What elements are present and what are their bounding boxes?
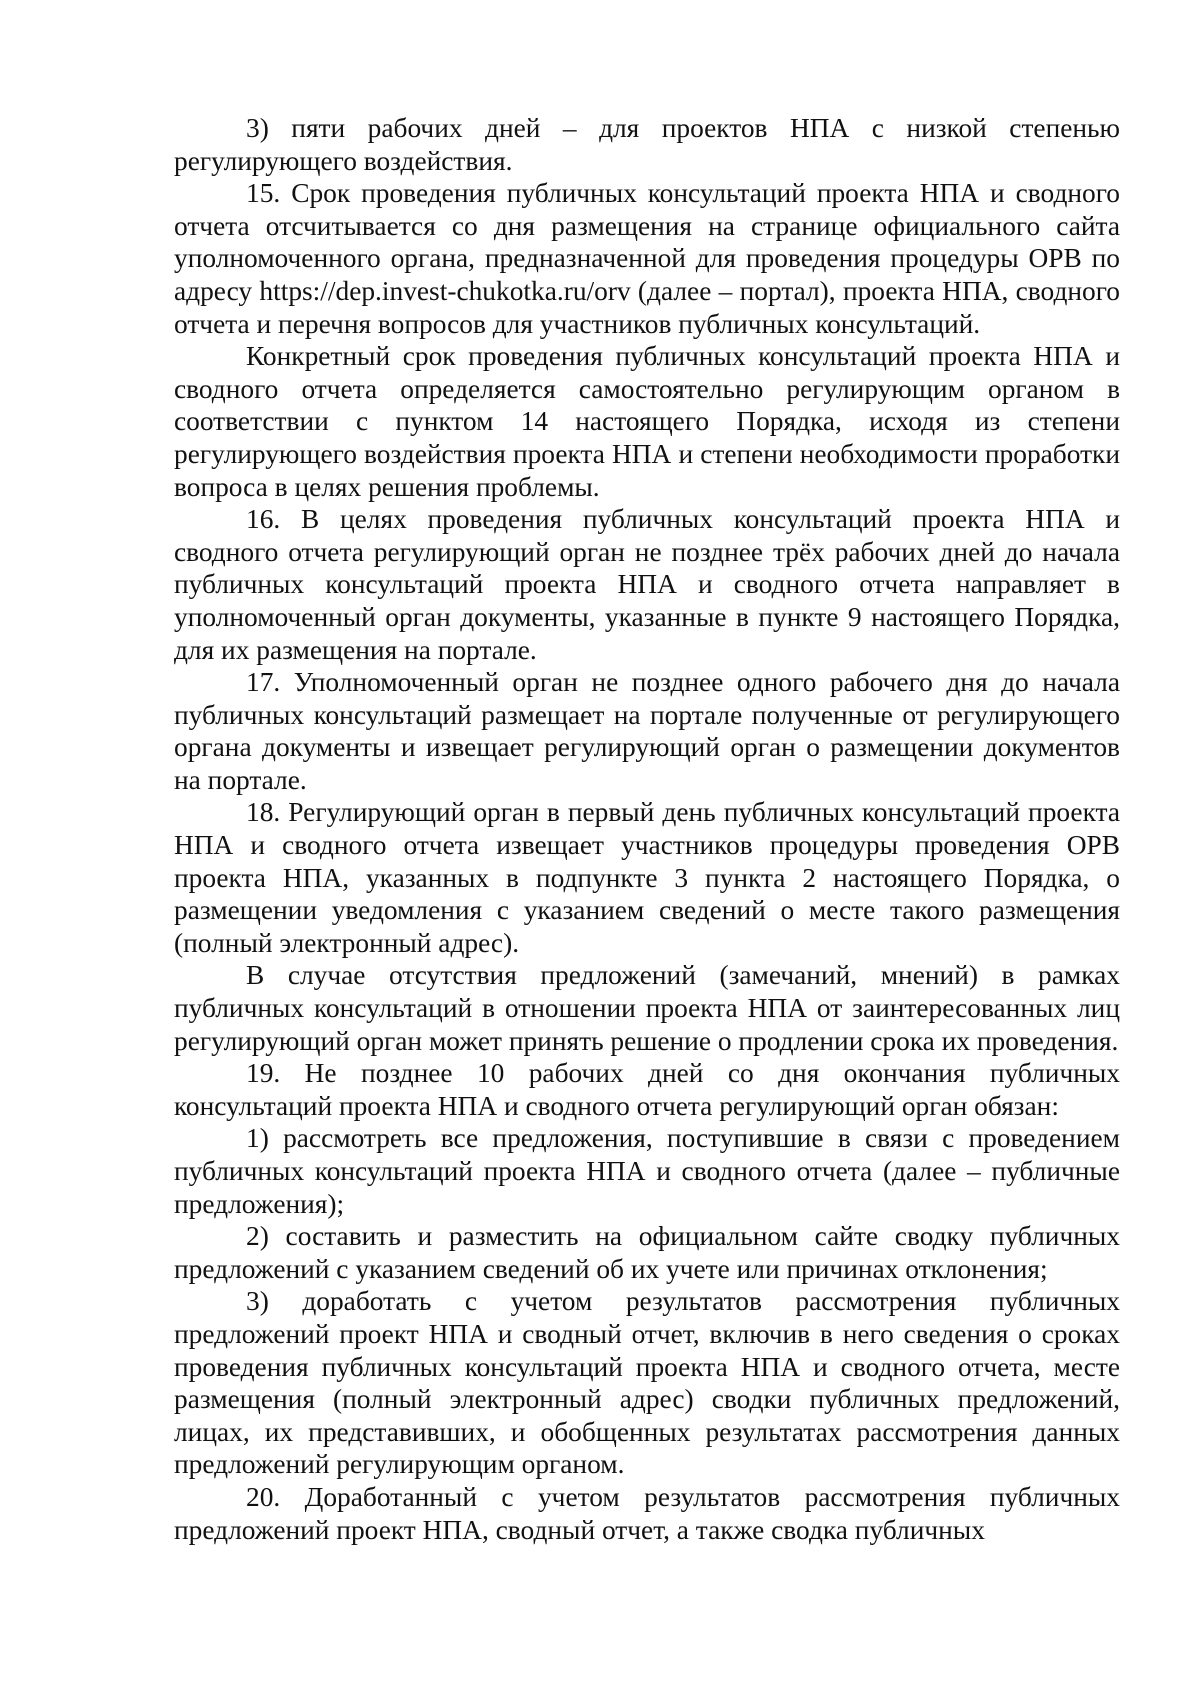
paragraph-19-item-3: 3) доработать с учетом результатов рассмотрения публичных предложений проект НПА и сводный отчет, включив в него сведения о сроках проведения публичных консультаций проекта НПА и сводного отчета, месте размещения (полный электронный адрес) сводки публичных предложений, лицах, их представивших, и обобщенных результатах рассмотрения данных предложений регулирующим органом. xyxy=(174,1286,1120,1480)
paragraph-18-extension: В случае отсутствия предложений (замечаний, мнений) в рамках публичных консультаций в отношении проекта НПА от заинтересованных лиц регулирующий орган может принять решение о продлении срока их проведения. xyxy=(174,960,1120,1056)
paragraph-18-participants-notice: 18. Регулирующий орган в первый день публичных консультаций проекта НПА и сводного отчета извещает участников процедуры проведения ОРВ проекта НПА, указанных в подпункте 3 пункта 2 настоящего Порядка, о размещении уведомления с указанием сведений о месте такого размещения (полный электронный адрес). xyxy=(174,797,1120,958)
paragraph-item-3-five-days: 3) пяти рабочих дней – для проектов НПА с низкой степенью регулирующего воздействия. xyxy=(174,113,1120,176)
paragraph-20-revised-project: 20. Доработанный с учетом результатов рассмотрения публичных предложений проект НПА, сводный отчет, а также сводка публичных xyxy=(174,1481,1120,1545)
paragraph-16-documents-submission: 16. В целях проведения публичных консультаций проекта НПА и сводного отчета регулирующий орган не позднее трёх рабочих дней до начала публичных консультаций проекта НПА и сводного отчета направляет в уполномоченный орган документы, указанные в пункте 9 настоящего Порядка, для их размещения на портале. xyxy=(174,504,1120,665)
paragraph-17-portal-publication: 17. Уполномоченный орган не позднее одного рабочего дня до начала публичных консультаций размещает на портале полученные от регулирующего органа документы и извещает регулирующий орган о размещении документов на портале. xyxy=(174,667,1120,795)
paragraph-19-item-2: 2) составить и разместить на официальном сайте сводку публичных предложений с указанием сведений об их учете или причинах отклонения; xyxy=(174,1221,1120,1284)
paragraph-15-specific-period: Конкретный срок проведения публичных консультаций проекта НПА и сводного отчета определяется самостоятельно регулирующим органом в соответствии с пунктом 14 настоящего Порядка, исходя из степени регулирующего воздействия проекта НПА и степени необходимости проработки вопроса в целях решения проблемы. xyxy=(174,341,1120,502)
paragraph-19-item-1: 1) рассмотреть все предложения, поступившие в связи с проведением публичных консультаций проекта НПА и сводного отчета (далее – публичные предложения); xyxy=(174,1123,1120,1219)
paragraph-15-consultation-period: 15. Срок проведения публичных консультаций проекта НПА и сводного отчета отсчитывается со дня размещения на странице официального сайта уполномоченного органа, предназначенной для проведения процедуры ОРВ по адресу https://dep.invest-chukotka.ru/orv (далее – портал), проекта НПА, сводного отчета и перечня вопросов для участников публичных консультаций. xyxy=(174,178,1120,339)
document-body xyxy=(174,112,1120,1546)
paragraph-19-obligations: 19. Не позднее 10 рабочих дней со дня окончания публичных консультаций проекта НПА и сводного отчета регулирующий орган обязан: xyxy=(174,1058,1120,1121)
